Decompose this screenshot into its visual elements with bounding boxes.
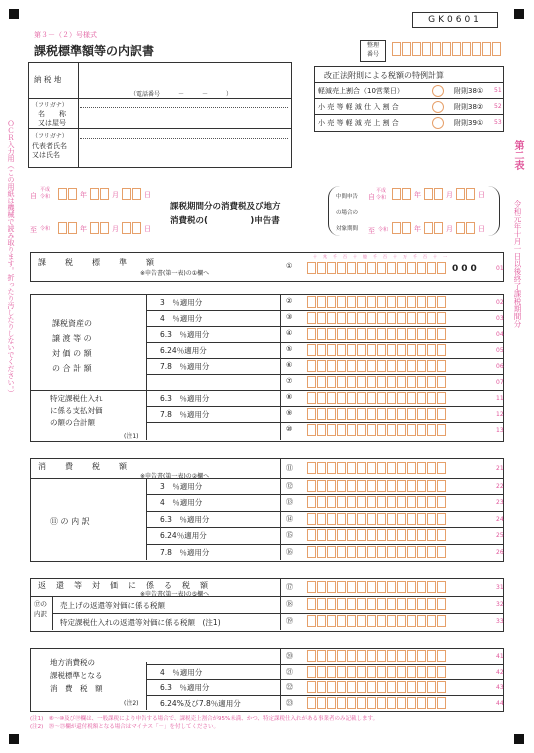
mid-month-label-1: 月 [446, 191, 453, 199]
row-label: 特定課税仕入れの返還等対価に係る税額 (注1) [60, 618, 221, 627]
digit-header-1: 兆 [323, 254, 327, 259]
seiri-number-grid[interactable] [392, 42, 502, 56]
corner-mark-top-left [9, 9, 19, 19]
special-no-3: 53 [494, 119, 502, 126]
circle-number: ④ [286, 329, 293, 337]
mid-from-year[interactable] [392, 188, 412, 200]
side-title-right: 第二表 [512, 140, 523, 170]
day-label-1: 日 [144, 191, 151, 199]
rate-label: 7.8 ％適用分 [160, 410, 210, 419]
phone-label: （電話番号 － － ） [130, 91, 233, 98]
period-era-from: 平成 令和 [40, 187, 51, 200]
rate-label: 7.8 ％適用分 [160, 362, 210, 371]
rate-label: 6.3 ％適用分 [160, 683, 210, 692]
period-from-date[interactable] [58, 188, 78, 200]
period-era-to: 令和 [40, 226, 51, 232]
assets-left-label: 課税資産の 譲 渡 等 の 対 価 の 額 の 合 計 額 [52, 319, 92, 373]
month-label-1: 月 [112, 191, 119, 199]
amount-input[interactable] [307, 408, 447, 420]
furigana-label-2: （フリガナ） [32, 133, 68, 140]
mid-year-label-2: 年 [414, 225, 421, 233]
amount-input[interactable] [307, 344, 447, 356]
consumption-tax-sub: ※申告書(第一表)の②欄へ [140, 473, 210, 480]
digit-header-8: 十 [393, 254, 397, 259]
circle-number: ⑯ [286, 547, 293, 556]
amount-input[interactable] [307, 513, 447, 525]
circle-number: ⑤ [286, 345, 293, 353]
representative-input[interactable] [80, 140, 288, 165]
row-number: 22 [496, 483, 504, 490]
special-check-2[interactable] [432, 101, 444, 113]
tax-base-input[interactable] [307, 262, 447, 274]
period-to-label: 至 [30, 226, 37, 234]
note2-label: (注2) [124, 700, 139, 707]
corner-mark-top-right [514, 9, 524, 19]
mid-from: 自 [368, 193, 375, 201]
special-check-1[interactable] [432, 85, 444, 97]
row-number: 42 [496, 668, 504, 676]
mid-label-2: の場合の [336, 210, 359, 216]
corner-mark-bottom-right [514, 734, 524, 744]
digit-header-4: 十 [353, 254, 357, 259]
mid-month-label-2: 月 [446, 225, 453, 233]
consumption-tax-label: 消 費 税 額 [38, 462, 128, 471]
amount-input[interactable] [307, 496, 447, 508]
row-number: 11 [496, 395, 504, 402]
row-number: 06 [496, 363, 504, 370]
note-1: (注1) ⑧～⑩及び⑲欄は、一般課税により申告する場合で、課税売上割合が95%未満、かつ、特定課税仕入れがある事業者のみ記載します。 [30, 716, 379, 722]
digit-header-13: 一 [443, 254, 447, 259]
mid-from-month[interactable] [424, 188, 444, 200]
amount-input[interactable] [307, 328, 447, 340]
name-label: 名 称 又は屋号 [38, 110, 66, 127]
period-to-date[interactable] [58, 222, 78, 234]
mid-to-year[interactable] [392, 222, 412, 234]
tax-base-no: 01 [496, 265, 504, 272]
representative-label: 代表者氏名 又は氏名 [32, 142, 67, 159]
day-label-2: 日 [144, 225, 151, 233]
circle-1: ① [286, 262, 293, 270]
row-number: 21 [496, 465, 504, 472]
amount-input[interactable] [307, 312, 447, 324]
circle-number: ③ [286, 313, 293, 321]
page-title: 課税標準額等の内訳書 [34, 44, 155, 58]
amount-input[interactable] [307, 546, 447, 558]
address-label: 納 税 地 [34, 75, 62, 84]
row-number: 23 [496, 499, 504, 507]
row-number: 31 [496, 584, 504, 591]
mid-day-label-2: 日 [478, 225, 485, 233]
seiri-label: 整理 番号 [360, 40, 386, 62]
amount-input[interactable] [307, 462, 447, 474]
digit-header [310, 254, 450, 260]
circle-number: ㉒ [286, 683, 293, 691]
amount-input[interactable] [307, 581, 447, 593]
special-calc-title: 改正法附則による税額の特例計算 [324, 71, 444, 80]
row-number: 25 [496, 532, 504, 540]
special-no-2: 52 [494, 103, 502, 110]
circle-number: ⑩ [286, 425, 293, 433]
rate-label: 6.3 ％適用分 [160, 394, 210, 403]
circle-number: ② [286, 297, 293, 305]
row-number: 02 [496, 299, 504, 306]
rate-label: 6.24％適用分 [160, 531, 207, 541]
rate-label: 6.24％適用分 [160, 346, 207, 355]
mid-label-1: 中間申告 [336, 194, 359, 200]
special-ref-2: 附則38② [454, 103, 484, 111]
rate-label: 6.24%及び7.8％適用分 [160, 698, 241, 708]
amount-input[interactable] [307, 360, 447, 372]
furigana-label-1: （フリガナ） [32, 102, 68, 109]
row-number: 26 [496, 548, 504, 556]
special-row-label-1: 軽減売上割合（10営業日） [318, 87, 404, 95]
row-number: 03 [496, 315, 504, 322]
circle-number: ⑮ [286, 531, 293, 540]
rate-label: 4 ％適用分 [160, 314, 203, 323]
digit-header-2: 千 [333, 254, 337, 259]
amount-input[interactable] [307, 681, 447, 693]
digit-header-11: 百 [423, 254, 427, 259]
row-number: 04 [496, 331, 504, 338]
amount-input[interactable] [307, 296, 447, 308]
period-from-day[interactable] [122, 188, 142, 200]
rate-label: 3 ％適用分 [160, 482, 203, 491]
row-number: 41 [496, 653, 504, 660]
row-number: 44 [496, 699, 504, 707]
month-label-2: 月 [112, 225, 119, 233]
circle-number: ⑪ [286, 464, 293, 472]
mid-to-month[interactable] [424, 222, 444, 234]
tax-base-zeros: 000 [452, 264, 480, 274]
rate-label: 7.8 ％適用分 [160, 547, 210, 557]
amount-input[interactable] [307, 376, 447, 388]
circle-number: ⑲ [286, 617, 293, 625]
special-check-3[interactable] [432, 117, 444, 129]
note-2: (注2) ⑳～㉓欄が還付税額となる場合はマイナス「－」を付してください。 [30, 724, 219, 730]
year-label-1: 年 [80, 191, 87, 199]
rate-label: 6.3 ％適用分 [160, 514, 210, 524]
circle-number: ⑱ [286, 600, 293, 608]
amount-input[interactable] [307, 424, 447, 436]
special-row-label-3: 小 売 等 軽 減 売 上 割 合 [318, 119, 399, 127]
row-number: 05 [496, 347, 504, 354]
mid-to: 至 [368, 227, 375, 235]
tax-base-label: 課 税 標 準 額 [38, 258, 155, 267]
circle-number: ⑥ [286, 361, 293, 369]
amount-input[interactable] [307, 598, 447, 610]
digit-header-7: 百 [383, 254, 387, 259]
mid-era-to: 令和 [378, 227, 389, 233]
circle-number: ⑭ [286, 514, 293, 523]
refund-tax-sub: ※申告書(第一表)の⑤欄へ [140, 591, 210, 598]
digit-header-0: 十 [313, 254, 317, 259]
special-row-label-2: 小 売 等 軽 減 仕 入 割 合 [318, 103, 399, 111]
row-number: 07 [496, 379, 504, 386]
mid-from-day[interactable] [456, 188, 476, 200]
refund-tax-label: 返 還 等 対 価 に 係 る 税 額 [38, 581, 209, 590]
circle-number: ⑬ [286, 498, 293, 507]
digit-header-6: 千 [373, 254, 377, 259]
circle-number: ⑦ [286, 377, 293, 385]
period-to-day[interactable] [122, 222, 142, 234]
circle-number: ⑰ [286, 583, 293, 591]
mid-to-day[interactable] [456, 222, 476, 234]
rate-label: 6.3 ％適用分 [160, 330, 210, 339]
circle-number: ⑳ [286, 652, 293, 660]
row-number: 13 [496, 427, 504, 434]
digit-header-12: 十 [433, 254, 437, 259]
amount-input[interactable] [307, 615, 447, 627]
period-from-month[interactable] [90, 188, 110, 200]
amount-input[interactable] [307, 650, 447, 662]
circle-number: ㉑ [286, 667, 293, 676]
amount-input[interactable] [307, 529, 447, 541]
side-note-left: ＯＣＲ入力用（この用紙は機械で読み取ります。折ったり汚したりしないでください。） [7, 120, 15, 397]
specific-purchase-label: 特定課税仕入れ に係る支払対価 の額の合計額 [50, 394, 103, 427]
row-number: 24 [496, 515, 504, 523]
rate-label: 4 ％適用分 [160, 667, 203, 677]
local-tax-left-label: 地方消費税の 課税標準となる 消 費 税 額 [50, 658, 103, 693]
row-number: 33 [496, 618, 504, 625]
amount-input[interactable] [307, 697, 447, 709]
rate-label: 4 ％適用分 [160, 498, 203, 508]
rate-label: 3 ％適用分 [160, 298, 203, 307]
side-note-right: 令和元年十月一日以後終了課税期間分 [513, 200, 522, 328]
refund-breakdown-label: ⑰の 内訳 [34, 600, 47, 618]
corner-mark-bottom-left [9, 734, 19, 744]
digit-header-3: 百 [343, 254, 347, 259]
row-number: 32 [496, 601, 504, 608]
special-ref-3: 附則39① [454, 119, 484, 127]
mid-year-label-1: 年 [414, 191, 421, 199]
tax-base-sub: ※申告書(第一表)の①欄へ [140, 270, 210, 277]
circle-number: ㉓ [286, 698, 293, 707]
row-number: 43 [496, 684, 504, 691]
digit-header-5: 億 [363, 254, 367, 259]
main-title-line2: 消費税の( )申告書 [170, 216, 280, 226]
digit-header-9: 万 [403, 254, 407, 259]
period-from-label: 自 [30, 192, 37, 200]
circle-number: ⑨ [286, 409, 293, 417]
breakdown-label: ⑪ の 内 訳 [50, 517, 90, 526]
mid-era-from: 平成 令和 [376, 188, 387, 201]
amount-input[interactable] [307, 666, 447, 678]
circle-number: ⑧ [286, 393, 293, 401]
form-style: 第３－（２）号様式 [34, 31, 97, 39]
form-code: GK0601 [412, 12, 498, 28]
special-no-1: 51 [494, 87, 502, 94]
mid-label-3: 対象期間 [336, 226, 359, 232]
circle-number: ⑫ [286, 482, 293, 490]
amount-input[interactable] [307, 480, 447, 492]
row-label: 売上げの返還等対価に係る税額 [60, 601, 165, 610]
special-ref-1: 附則38① [454, 87, 484, 95]
year-label-2: 年 [80, 225, 87, 233]
period-to-month[interactable] [90, 222, 110, 234]
name-input[interactable] [80, 109, 288, 127]
row-number: 12 [496, 411, 504, 418]
main-title-line1: 課税期間分の消費税及び地方 [170, 202, 281, 212]
mid-day-label-1: 日 [478, 191, 485, 199]
note1-label: (注1) [124, 433, 139, 440]
amount-input[interactable] [307, 392, 447, 404]
digit-header-10: 千 [413, 254, 417, 259]
